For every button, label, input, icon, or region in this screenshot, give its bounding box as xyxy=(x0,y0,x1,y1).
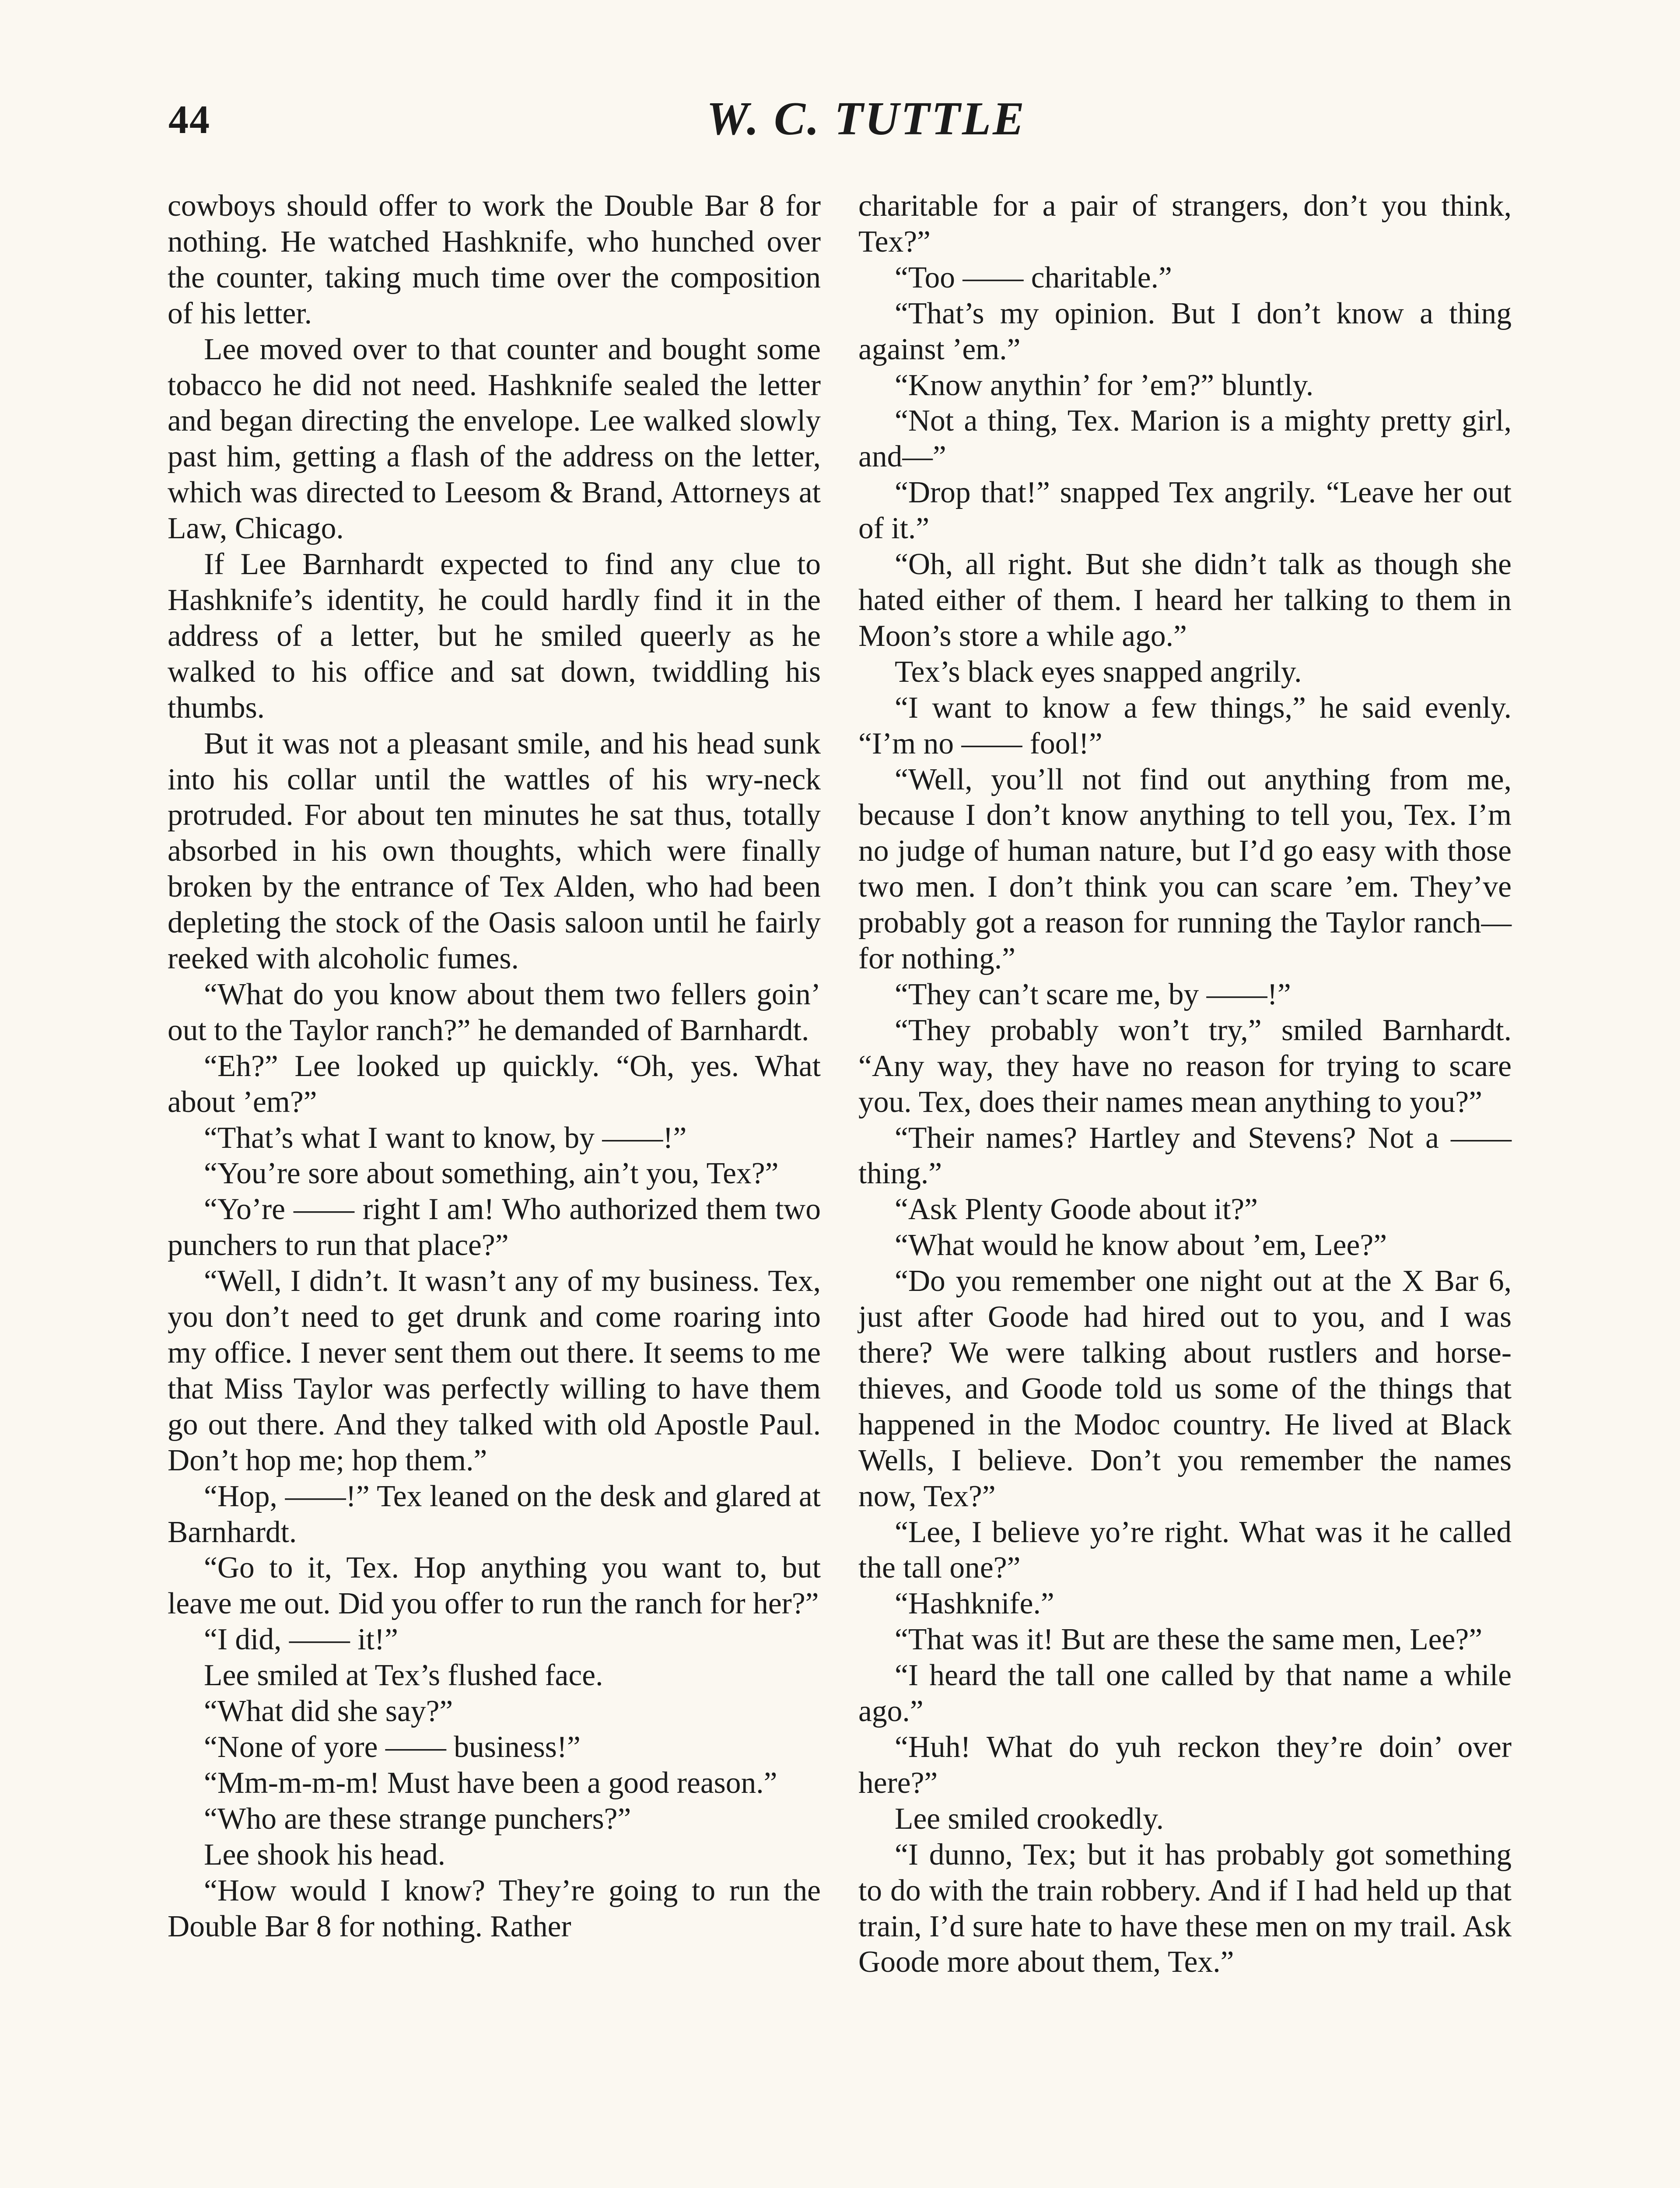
paragraph: “Lee, I believe yo’re right. What was it he called the tall one?” xyxy=(858,1515,1512,1585)
paragraph: Lee moved over to that counter and bought some tobacco he did not need. Hashknife sealed the letter and began directing the envelope. Lee walked slowly past him, getting a flash of the address on the letter, which was directed to Leesom & Brand, Attorneys at Law, Chicago. xyxy=(168,332,821,546)
paragraph: “I heard the tall one called by that name a while ago.” xyxy=(858,1659,1512,1729)
paragraph: “That’s my opinion. But I don’t know a thing against ’em.” xyxy=(858,296,1512,366)
paragraph: “Mm-m-m-m! Must have been a good reason.” xyxy=(204,1766,777,1800)
paragraph: “Drop that!” snapped Tex angrily. “Leave her out of it.” xyxy=(858,476,1512,546)
paragraph: “You’re sore about something, ain’t you, Tex?” xyxy=(204,1157,779,1191)
paragraph: “Their names? Hartley and Stevens? Not a —— thing.” xyxy=(858,1121,1512,1191)
paragraph: charitable for a pair of strangers, don’t you think, Tex?” xyxy=(858,189,1512,259)
paragraph: “Huh! What do yuh reckon they’re doin’ over here?” xyxy=(858,1730,1512,1800)
paragraph: “What would he know about ’em, Lee?” xyxy=(895,1228,1387,1262)
paragraph: “Too —— charitable.” xyxy=(895,260,1172,295)
paragraph: “What do you know about them two fellers goin’ out to the Taylor ranch?” he demanded of Barnhardt. xyxy=(168,977,821,1047)
paragraph: “Who are these strange punchers?” xyxy=(204,1802,631,1836)
paragraph: “Go to it, Tex. Hop anything you want to, but leave me out. Did you offer to run the ranch for her?” xyxy=(168,1551,821,1621)
paragraph: “I dunno, Tex; but it has probably got something to do with the train robbery. And if I had held up that train, I’d sure hate to have these men on my trail. Ask Goode more about them, Tex.” xyxy=(858,1837,1512,1979)
paragraph: Lee smiled crookedly. xyxy=(895,1802,1164,1836)
paragraph: “None of yore —— business!” xyxy=(204,1730,581,1764)
paragraph: “Eh?” Lee looked up quickly. “Oh, yes. What about ’em?” xyxy=(168,1049,821,1119)
paragraph: “Well, you’ll not find out anything from me, because I don’t know anything to tell you, Tex. I’m no judge of human nature, but I’d go easy with those two men. I don’t think you can scare ’em. They’ve probably got a reason for running the Taylor ranch—for nothing.” xyxy=(858,762,1512,976)
paragraph: “Oh, all right. But she didn’t talk as though she hated either of them. I heard her talking to them in Moon’s store a while ago.” xyxy=(858,547,1512,653)
running-head-author: W. C. TUTTLE xyxy=(707,93,1026,145)
paragraph: “I want to know a few things,” he said evenly. “I’m no —— fool!” xyxy=(858,691,1512,761)
paragraph: But it was not a pleasant smile, and his head sunk into his collar until the wattles of his wry-neck protruded. For about ten minutes he sat thus, totally absorbed in his own thoughts, which were finally broken by the entrance of Tex Alden, who had been depleting the stock of the Oasis saloon until he fairly reeked with alcoholic fumes. xyxy=(168,726,821,976)
paragraph: “How would I know? They’re going to run the Double Bar 8 for nothing. Rather xyxy=(168,1873,821,1943)
paragraph: “Not a thing, Tex. Marion is a mighty pretty girl, and—” xyxy=(858,404,1512,474)
paragraph: “Well, I didn’t. It wasn’t any of my business. Tex, you don’t need to get drunk and come roaring into my office. I never sent them out there. It seems to me that Miss Taylor was perfectly willing to have them go out there. And they talked with old Apostle Paul. Don’t hop me; hop them.” xyxy=(168,1264,821,1477)
paragraph: “They probably won’t try,” smiled Barnhardt. “Any way, they have no reason for trying to scare you. Tex, does their names mean anything to you?” xyxy=(858,1013,1512,1119)
paragraph: “Hashknife.” xyxy=(895,1587,1054,1621)
paragraph: “That’s what I want to know, by ——!” xyxy=(204,1121,687,1155)
paragraph: “Do you remember one night out at the X Bar 6, just after Goode had hired out to you, and I was there? We were talking about rustlers and horse-thieves, and Goode told us some of the things that happened in the Modoc country. He lived at Black Wells, I believe. Don’t you remember the names now, Tex?” xyxy=(858,1264,1512,1513)
paragraph: “Know anythin’ for ’em?” bluntly. xyxy=(895,368,1314,402)
paragraph: Tex’s black eyes snapped angrily. xyxy=(895,655,1302,689)
left-text-column xyxy=(168,188,821,1944)
paragraph: cowboys should offer to work the Double Bar 8 for nothing. He watched Hashknife, who hunched over the counter, taking much time over the composition of his letter. xyxy=(168,189,821,330)
paragraph: “What did she say?” xyxy=(204,1694,453,1729)
paragraph: Lee shook his head. xyxy=(204,1837,445,1872)
paragraph: “Yo’re —— right I am! Who authorized them two punchers to run that place?” xyxy=(168,1192,821,1262)
page-number: 44 xyxy=(168,97,210,142)
paragraph: “Ask Plenty Goode about it?” xyxy=(895,1192,1258,1227)
paragraph: “They can’t scare me, by ——!” xyxy=(895,977,1291,1011)
paragraph: “That was it! But are these the same men, Lee?” xyxy=(895,1623,1483,1657)
paragraph: If Lee Barnhardt expected to find any clue to Hashknife’s identity, he could hardly find it in the address of a letter, but he smiled queerly as he walked to his office and sat down, twiddling his thumbs. xyxy=(168,547,821,725)
paragraph: “Hop, ——!” Tex leaned on the desk and glared at Barnhardt. xyxy=(168,1479,821,1549)
paragraph: “I did, —— it!” xyxy=(204,1623,398,1657)
right-text-column xyxy=(858,188,1512,1980)
paragraph: Lee smiled at Tex’s flushed face. xyxy=(204,1659,603,1693)
